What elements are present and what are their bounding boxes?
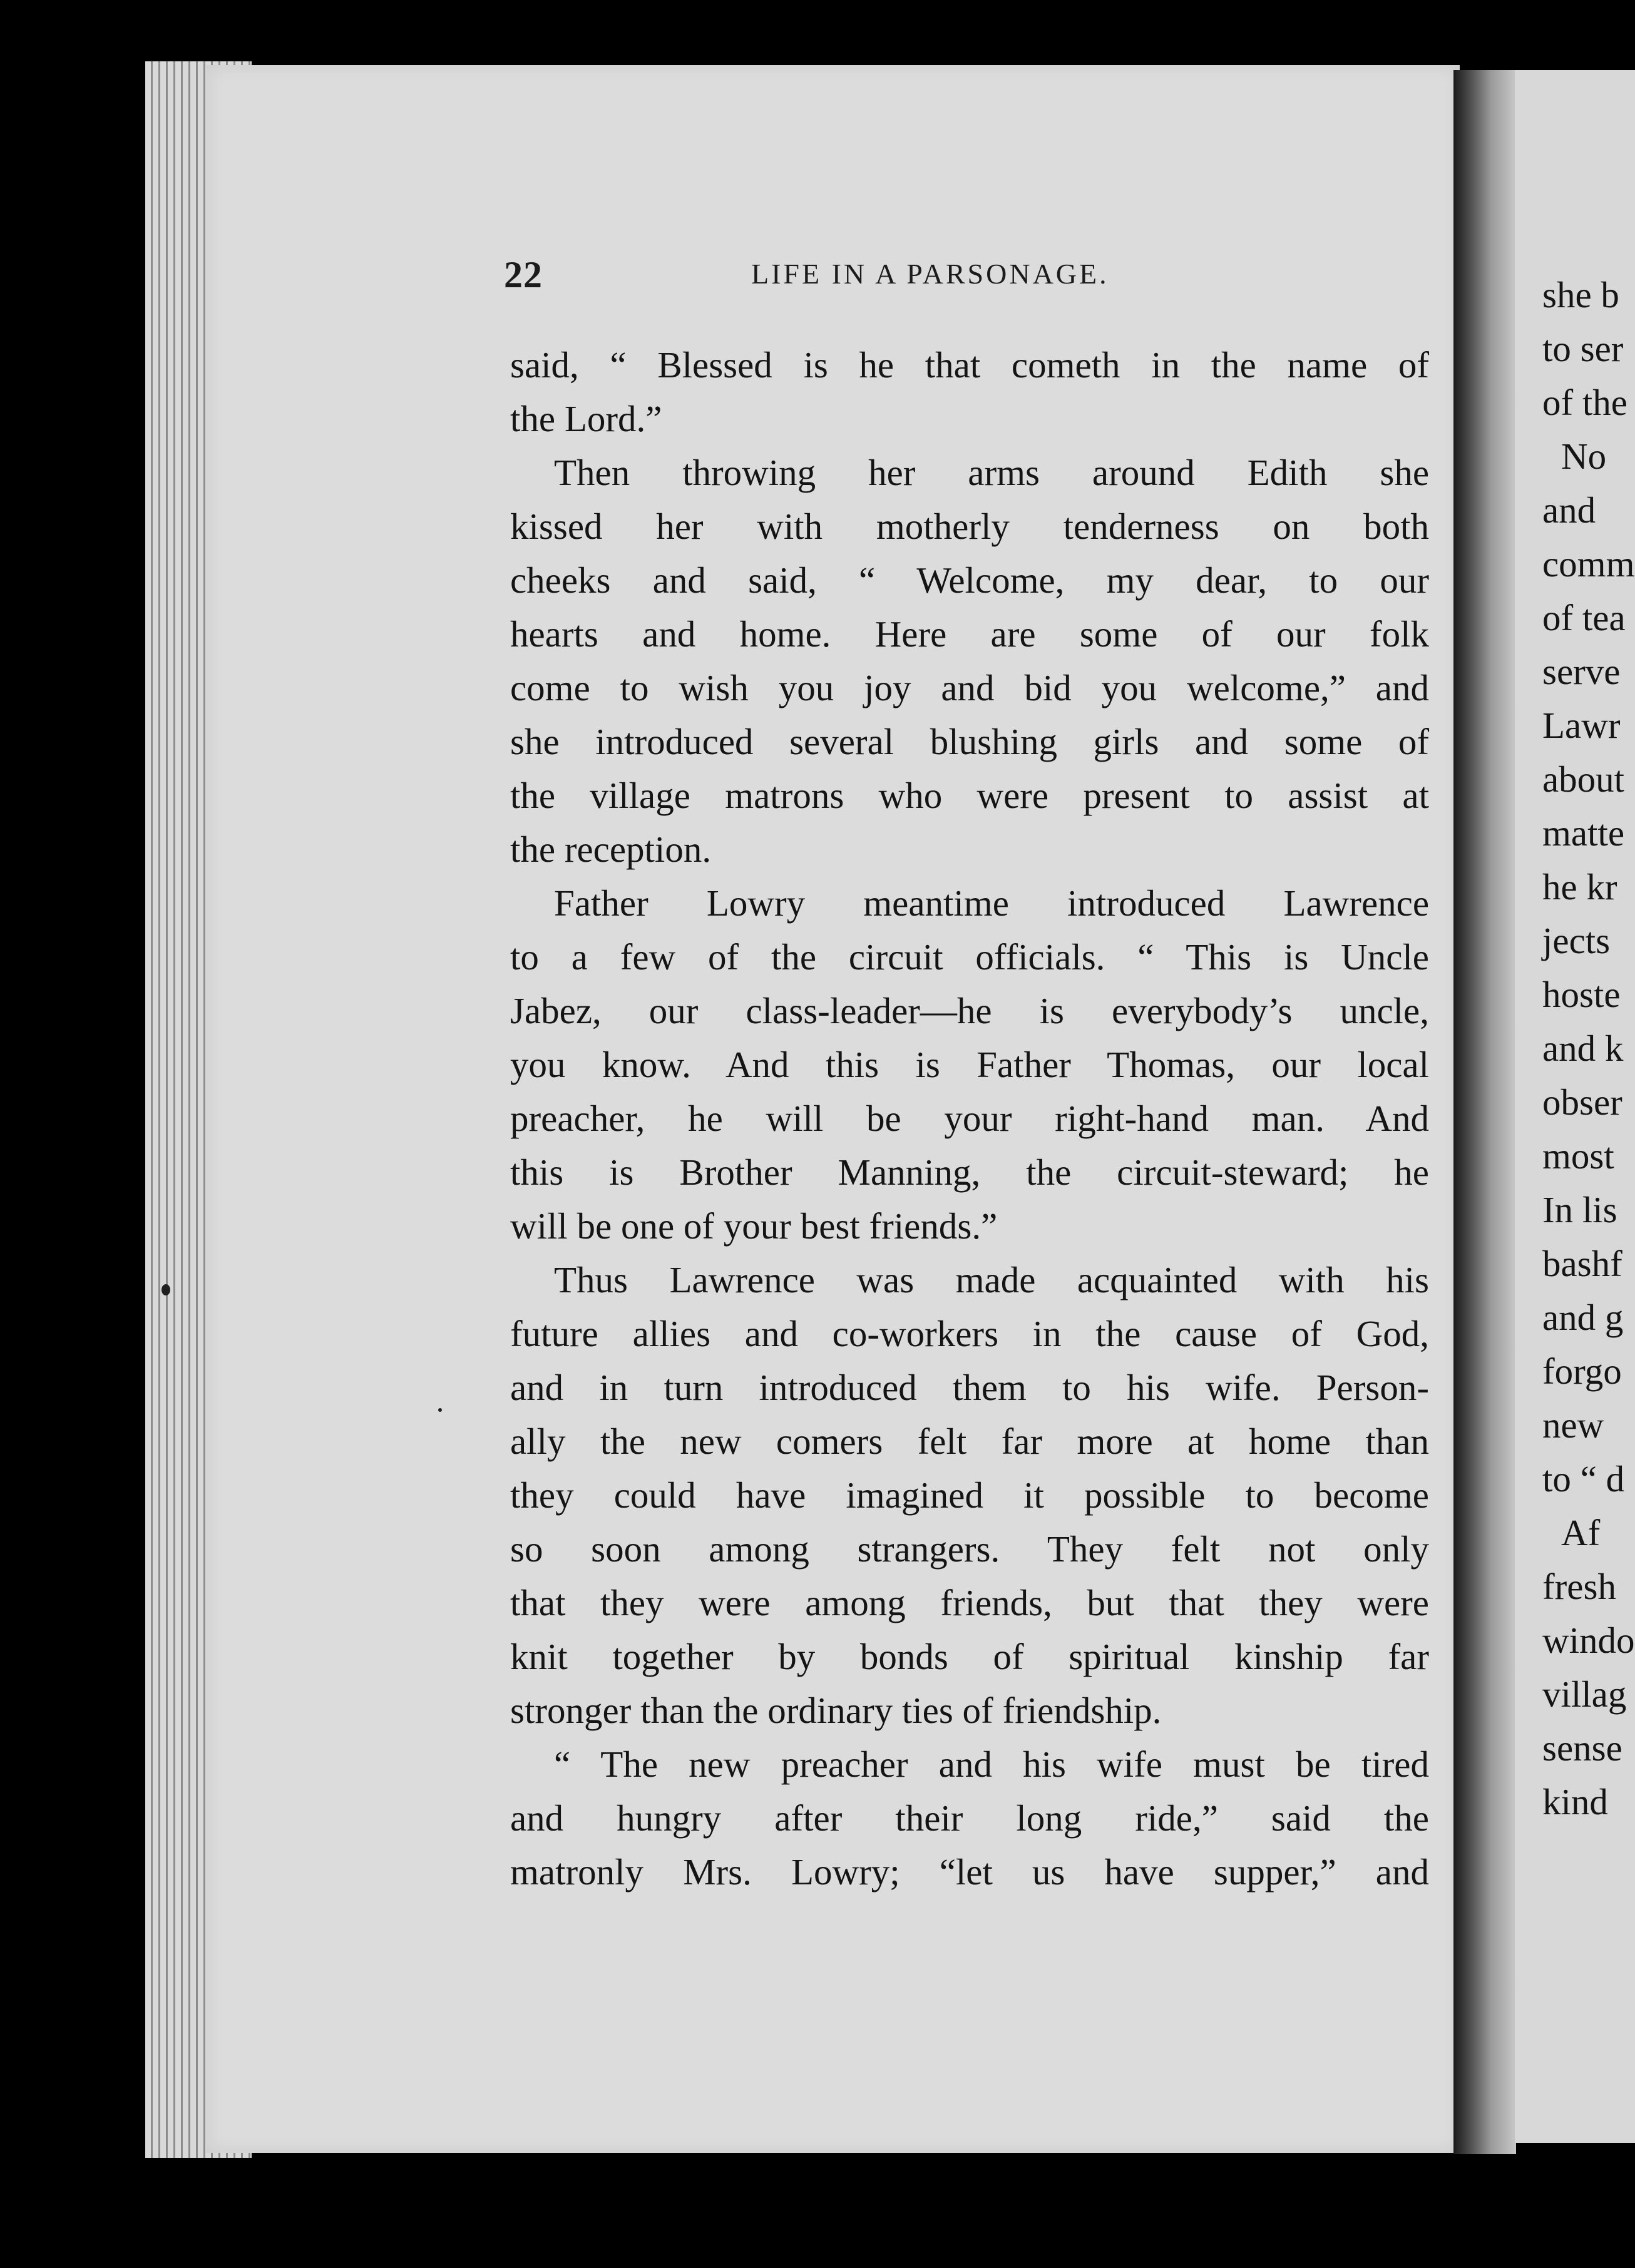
running-title: LIFE IN A PARSONAGE. bbox=[751, 258, 1109, 290]
text-line: said, “ Blessed is he that cometh in the name of bbox=[510, 344, 1429, 386]
text-line: preacher, he will be your right-hand man. And bbox=[510, 1098, 1429, 1139]
right-page-line: jects bbox=[1542, 920, 1611, 961]
right-page-line: Af bbox=[1561, 1512, 1601, 1553]
text-line: the village matrons who were present to assist at bbox=[510, 775, 1429, 816]
text-line: she introduced several blushing girls and some of bbox=[510, 721, 1429, 762]
text-line: Father Lowry meantime introduced Lawrence bbox=[554, 882, 1429, 924]
right-page-line: new bbox=[1542, 1404, 1604, 1446]
right-page-line: matte bbox=[1542, 812, 1625, 854]
running-head bbox=[504, 253, 1430, 304]
text-line: this is Brother Manning, the circuit-steward; he bbox=[510, 1152, 1429, 1193]
ink-speck bbox=[438, 1408, 442, 1412]
right-page-line: serve bbox=[1542, 651, 1621, 692]
page-number: 22 bbox=[504, 254, 543, 295]
text-line: hearts and home. Here are some of our folk bbox=[510, 613, 1429, 655]
text-line: kissed her with motherly tenderness on both bbox=[510, 506, 1429, 547]
text-line: that they were among friends, but that they were bbox=[510, 1582, 1429, 1623]
right-page-line: he kr bbox=[1542, 866, 1617, 907]
text-line: will be one of your best friends.” bbox=[510, 1205, 998, 1247]
text-line: you know. And this is Father Thomas, our local bbox=[510, 1044, 1429, 1085]
text-line: come to wish you joy and bid you welcome,” and bbox=[510, 667, 1429, 708]
text-line: cheeks and said, “ Welcome, my dear, to our bbox=[510, 559, 1429, 601]
right-page-line: kind bbox=[1542, 1781, 1608, 1822]
right-page-line: she b bbox=[1542, 274, 1619, 315]
right-page-line: sense bbox=[1542, 1727, 1622, 1769]
right-page-line: about bbox=[1542, 759, 1625, 800]
text-line: Thus Lawrence was made acquainted with his bbox=[554, 1259, 1429, 1300]
text-line: so soon among strangers. They felt not only bbox=[510, 1528, 1429, 1570]
right-page-line: bashf bbox=[1542, 1243, 1622, 1284]
ink-speck bbox=[161, 1284, 170, 1295]
right-page-line: and g bbox=[1542, 1297, 1624, 1338]
right-page-line: of the bbox=[1542, 382, 1627, 423]
text-line: ally the new comers felt far more at home than bbox=[510, 1421, 1429, 1462]
right-page bbox=[1515, 70, 1635, 2143]
right-page-line: In lis bbox=[1542, 1189, 1617, 1230]
text-line: Jabez, our class-leader—he is everybody’s uncle, bbox=[510, 990, 1429, 1031]
right-page-line: fresh bbox=[1542, 1566, 1616, 1607]
right-page-line: to “ d bbox=[1542, 1458, 1625, 1499]
right-page-line: obser bbox=[1542, 1081, 1622, 1123]
right-page-line: villag bbox=[1542, 1673, 1627, 1715]
right-page-line: No bbox=[1561, 436, 1607, 477]
text-line: knit together by bonds of spiritual kinship far bbox=[510, 1636, 1429, 1677]
right-page-line: most bbox=[1542, 1135, 1614, 1177]
right-page-line: and k bbox=[1542, 1028, 1624, 1069]
text-line: the reception. bbox=[510, 829, 712, 870]
text-line: stronger than the ordinary ties of friendship. bbox=[510, 1690, 1162, 1731]
text-line: matronly Mrs. Lowry; “let us have supper,” and bbox=[510, 1851, 1429, 1893]
right-page-line: of tea bbox=[1542, 597, 1626, 638]
right-page-line: Lawr bbox=[1542, 705, 1621, 746]
text-line: they could have imagined it possible to become bbox=[510, 1474, 1429, 1516]
right-page-line: hoste bbox=[1542, 974, 1621, 1015]
text-line: Then throwing her arms around Edith she bbox=[554, 452, 1429, 493]
text-line: and in turn introduced them to his wife. Person- bbox=[510, 1367, 1429, 1408]
right-page-line: windo bbox=[1542, 1620, 1635, 1661]
text-line: to a few of the circuit officials. “ This is Uncle bbox=[510, 936, 1429, 978]
text-line: future allies and co-workers in the cause of God, bbox=[510, 1313, 1429, 1354]
right-page-line: forgo bbox=[1542, 1351, 1622, 1392]
right-page-line: comm bbox=[1542, 543, 1635, 585]
right-page-line: to ser bbox=[1542, 328, 1624, 369]
text-line: the Lord.” bbox=[510, 398, 662, 439]
text-line: and hungry after their long ride,” said the bbox=[510, 1797, 1429, 1839]
right-page-line: and bbox=[1542, 489, 1596, 531]
text-line: “ The new preacher and his wife must be tired bbox=[554, 1744, 1429, 1785]
book-gutter bbox=[1453, 70, 1516, 2154]
